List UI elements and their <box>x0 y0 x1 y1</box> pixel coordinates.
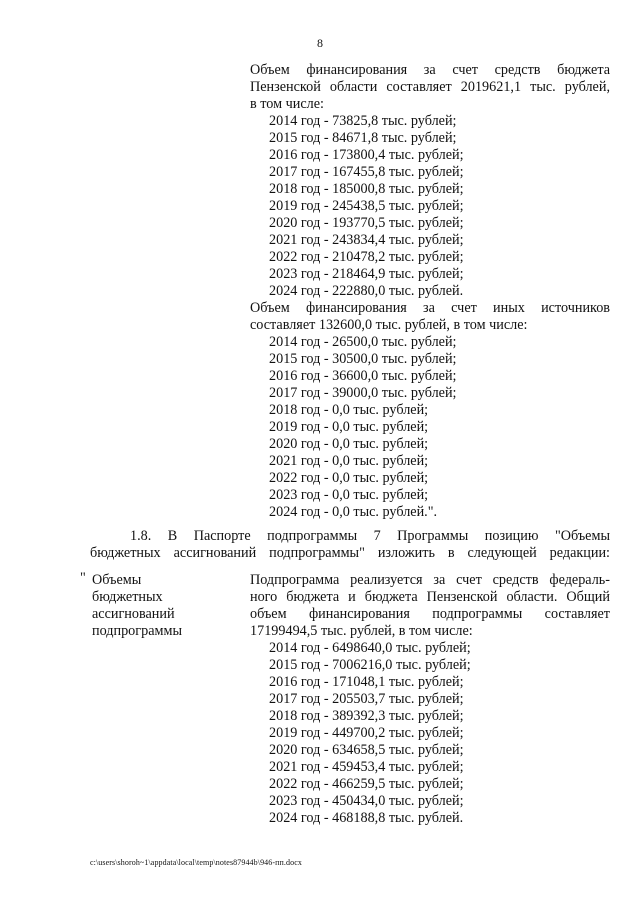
year-line: 2023 год - 450434,0 тыс. рублей; <box>269 793 464 809</box>
year-line: 2014 год - 26500,0 тыс. рублей; <box>269 334 457 350</box>
year-line: 2019 год - 245438,5 тыс. рублей; <box>269 198 464 214</box>
paragraph-line: ного бюджета и бюджета Пензенской области. Общий <box>250 589 610 605</box>
clause-line: 1.8. В Паспорте подпрограммы 7 Программы позицию "Объемы <box>130 528 610 544</box>
clause-line: бюджетных ассигнований подпрограммы" изложить в следующей редакции: <box>90 545 610 561</box>
year-line: 2017 год - 39000,0 тыс. рублей; <box>269 385 457 401</box>
year-line: 2024 год - 468188,8 тыс. рублей. <box>269 810 464 826</box>
year-line: 2017 год - 205503,7 тыс. рублей; <box>269 691 464 707</box>
year-line: 2021 год - 0,0 тыс. рублей; <box>269 453 429 469</box>
year-line: 2015 год - 84671,8 тыс. рублей; <box>269 130 457 146</box>
clause-paragraph <box>90 528 610 562</box>
paragraph-line: объем финансирования подпрограммы составляет <box>250 606 610 622</box>
table-label <box>92 572 232 640</box>
page-number: 8 <box>317 36 323 50</box>
year-line: 2016 год - 36600,0 тыс. рублей; <box>269 368 457 384</box>
year-line: 2019 год - 0,0 тыс. рублей; <box>269 419 429 435</box>
year-line: 2021 год - 459453,4 тыс. рублей; <box>269 759 464 775</box>
year-line: 2020 год - 634658,5 тыс. рублей; <box>269 742 464 758</box>
label-line: бюджетных <box>92 589 163 605</box>
year-line: 2015 год - 30500,0 тыс. рублей; <box>269 351 457 367</box>
year-line: 2019 год - 449700,2 тыс. рублей; <box>269 725 464 741</box>
label-line: ассигнований <box>92 606 175 622</box>
open-quote: " <box>80 570 86 586</box>
year-line: 2022 год - 466259,5 тыс. рублей; <box>269 776 464 792</box>
regional-budget-block <box>250 62 610 521</box>
year-line: 2020 год - 0,0 тыс. рублей; <box>269 436 429 452</box>
year-line: 2016 год - 173800,4 тыс. рублей; <box>269 147 464 163</box>
year-line: 2024 год - 0,0 тыс. рублей.". <box>269 504 438 520</box>
paragraph-line: Пензенской области составляет 2019621,1 тыс. рублей, <box>250 79 610 95</box>
year-line: 2016 год - 171048,1 тыс. рублей; <box>269 674 464 690</box>
paragraph-line: составляет 132600,0 тыс. рублей, в том числе: <box>250 317 528 333</box>
year-line: 2023 год - 0,0 тыс. рублей; <box>269 487 429 503</box>
paragraph-line: в том числе: <box>250 96 324 112</box>
year-line: 2020 год - 193770,5 тыс. рублей; <box>269 215 464 231</box>
file-path-footer: c:\users\shoroh~1\appdata\local\temp\notes87944b\946-пп.docx <box>90 858 302 867</box>
year-line: 2024 год - 222880,0 тыс. рублей. <box>269 283 464 299</box>
year-line: 2022 год - 210478,2 тыс. рублей; <box>269 249 464 265</box>
paragraph-line: Объем финансирования за счет средств бюджета <box>250 62 610 78</box>
year-line: 2022 год - 0,0 тыс. рублей; <box>269 470 429 486</box>
year-line: 2014 год - 73825,8 тыс. рублей; <box>269 113 457 129</box>
label-line: подпрограммы <box>92 623 182 639</box>
subprogram-funding-block <box>250 572 610 827</box>
year-line: 2021 год - 243834,4 тыс. рублей; <box>269 232 464 248</box>
paragraph-line: Подпрограмма реализуется за счет средств федераль- <box>250 572 610 588</box>
year-line: 2018 год - 0,0 тыс. рублей; <box>269 402 429 418</box>
year-line: 2014 год - 6498640,0 тыс. рублей; <box>269 640 471 656</box>
year-line: 2017 год - 167455,8 тыс. рублей; <box>269 164 464 180</box>
year-line: 2015 год - 7006216,0 тыс. рублей; <box>269 657 471 673</box>
paragraph-line: 17199494,5 тыс. рублей, в том числе: <box>250 623 473 639</box>
year-line: 2018 год - 185000,8 тыс. рублей; <box>269 181 464 197</box>
label-line: Объемы <box>92 572 142 588</box>
year-line: 2018 год - 389392,3 тыс. рублей; <box>269 708 464 724</box>
year-line: 2023 год - 218464,9 тыс. рублей; <box>269 266 464 282</box>
paragraph-line: Объем финансирования за счет иных источников <box>250 300 610 316</box>
